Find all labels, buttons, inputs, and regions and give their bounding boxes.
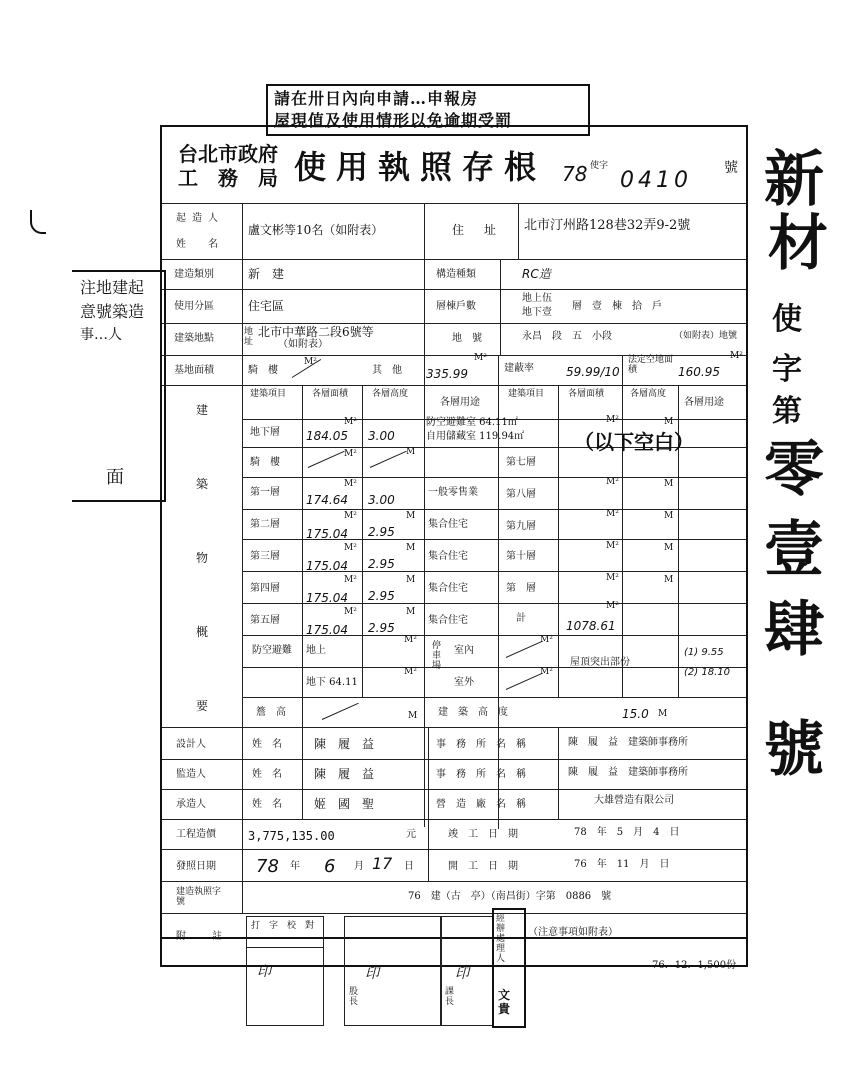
floor-area: 184.05: [306, 429, 348, 443]
name-label: 姓 名: [252, 739, 282, 750]
unit: M²: [304, 357, 317, 367]
proofread-label: 打 字 校 對: [251, 921, 315, 931]
floor-label: 地下層: [250, 427, 280, 438]
supervisor-name: 陳 履 益: [314, 767, 375, 781]
building-section-char-5: 要: [196, 699, 209, 713]
office-label: 事 務 所 名 稱: [436, 769, 526, 780]
col-height: 各層高度: [372, 389, 409, 399]
contractor-label: 承造人: [176, 799, 206, 810]
roof-value-2: (2) 18.10: [684, 667, 730, 678]
permit-hao: 號: [724, 160, 738, 176]
issue-year: 78: [256, 856, 279, 877]
proofread-box: [246, 916, 324, 1026]
builder-label: 起造人: [176, 213, 224, 224]
remark-value: （注意事項如附表）: [528, 927, 618, 938]
floor-use: 防空避難室 64.11㎡: [426, 417, 518, 428]
permit-form: 台北市政府 工 務 局 使用執照存根 78 使字 0410 號 起造人 姓 名 盧文彬等10名（如附表） 住 址 北市汀州路128巷32弄9-2號 建造類別 新 建 構造種類 RC造 使用分區 住宅區 層棟戶數 地上伍 地下壹 層 壹 棟 拾 戶 建築地點 地址 北市中華路二段6號等 （如附表） 地 號 永昌 段 五 小段 （如附表）地號 基地面積 騎 樓 M² 其 他 335.99 M² 建蔽率 59.99/10 法定空地面積 160.95 M² 建 築 物 概 要 建築項目 各層面積 各層高度 各層用途 建築項目 各層面積 各層高度 各層用途 地下層 184.05 3.00 防空避難室 64.11㎡ 自用儲藏室 119.94㎡ 騎 樓 第一層 174.64 3.00 一般零售業 第二層 175.04 2.95 集合住宅 第三層 175.04 2.95 集合住宅 第四層 175.04 2.95 集合住宅 第五層 175.04 2.95 集合住宅 第七層 第八層 第九層 第十層 第 層 計 1078.61 （以下空白） M² M M² M M² M M² M M² M M² M² M² M² M² M² M² M² M M M M M 防空避難 地上 M² 地下 64.11 M² 停車場 室內 室外 M² M² 屋頂突出部份 (1) 9.55 (2) 18.10 簷 高 M 建 築 高 度 15.0 M 設計人 姓 名 陳 履 益 事 務 所 名 稱 陳 履 益 建築師事務所 監造人 姓 名 陳 履 益 事 務 所 名 稱 陳 履 益 建築師事務所 承造人 姓 名 姬 國 聖 營 造 廠 名 稱 大雄營造有限公司 工程造價 3,775,135.00 元 竣 工 日 期 78 年 5 月 4 日 發照日期 78 年 6 月 17 日 開 工 日 期 76 年 11 月 日 建造執照字號 76 建（古 亭）（南昌街）字第 0886 號: [160, 125, 748, 939]
permit-year: 78: [562, 162, 588, 186]
floor-height: 2.95: [368, 525, 395, 539]
floor-label-right: 第七層: [506, 457, 536, 468]
floor-use: 集合住宅: [428, 551, 468, 562]
floor-area: 175.04: [306, 527, 348, 541]
section-chief-label: 股 長: [349, 987, 368, 1007]
col-item: 建築項目: [250, 389, 287, 399]
floor-area: 174.64: [306, 493, 348, 507]
lot-value: 永昌 段 五 小段: [522, 331, 612, 342]
builder-label-2: 姓 名: [176, 239, 224, 250]
structure-label: 構造種類: [436, 269, 476, 280]
col-use-right: 各層用途: [684, 397, 724, 408]
division-chief-box: [440, 916, 494, 1026]
completion-value: 78 年 5 月 4 日: [574, 827, 680, 838]
left-stamp-line-4: 面: [106, 467, 124, 488]
issue-ri: 日: [404, 861, 414, 872]
agency-name: 台北市政府: [178, 142, 278, 166]
floor-use: 集合住宅: [428, 615, 468, 626]
floors-above: 地上伍: [522, 293, 552, 304]
floor-height: 2.95: [368, 589, 395, 603]
air-above: 地上: [306, 645, 326, 656]
permit-value: 76 建（古 亭）（南昌街）字第 0886 號: [408, 891, 612, 902]
other-label: 其 他: [372, 365, 402, 376]
arcade-label: 騎 樓: [248, 365, 278, 376]
col-item-right: 建築項目: [508, 389, 545, 399]
roof-value-1: (1) 9.55: [684, 647, 724, 658]
seal-name: 文貴: [498, 988, 511, 1016]
site-sub-label: 地址: [244, 327, 254, 347]
floor-label-right: 計: [516, 613, 526, 624]
floors-label: 層棟戶數: [436, 301, 476, 312]
cost-value: 3,775,135.00: [248, 829, 335, 843]
designer-office: 陳 履 益 建築師事務所: [568, 737, 688, 748]
edge-char-7: 壹: [764, 515, 824, 585]
parking-label: 停車場: [432, 641, 442, 671]
col-area-right: 各層面積: [568, 389, 605, 399]
start-value: 76 年 11 月 日: [574, 859, 670, 870]
floor-label-right: 第 層: [506, 583, 536, 594]
left-stamp-line-1: 注地建起: [80, 278, 145, 297]
left-stamp-line-2: 意號築造: [80, 302, 145, 321]
floor-height: 3.00: [368, 429, 395, 443]
section-chief-box: [344, 916, 442, 1026]
lot-note: （如附表）地號: [674, 331, 738, 341]
designer-name: 陳 履 益: [314, 737, 375, 751]
address-value: 北市汀州路128巷32弄9-2號: [524, 218, 691, 233]
start-label: 開 工 日 期: [448, 861, 518, 872]
permit-number: 0410: [620, 168, 692, 193]
floor-label: 第五層: [250, 615, 280, 626]
air-label: 防空避難: [252, 645, 292, 656]
structure-value: RC造: [522, 267, 551, 281]
building-height-value: 15.0: [622, 707, 649, 721]
company-label: 營 造 廠 名 稱: [436, 799, 526, 810]
edge-char-2: 材: [768, 209, 828, 279]
legal-value: 160.95: [678, 365, 720, 379]
issue-day: 17: [372, 854, 393, 873]
seal-vertical: 經辦處理人: [496, 914, 506, 964]
floor-height: 2.95: [368, 557, 395, 571]
builder-value: 盧文彬等10名（如附表）: [248, 223, 384, 237]
remark-label: 附 註: [176, 931, 230, 942]
building-section-char-4: 概: [196, 625, 209, 639]
col-height-right: 各層高度: [630, 389, 667, 399]
division-chief-sign: 印: [455, 966, 469, 982]
building-section-char-3: 物: [196, 551, 209, 565]
agency-bureau: 工 務 局: [178, 166, 278, 190]
floor-label: 第一層: [250, 487, 280, 498]
notice-line-2: 屋現值及使用情形以免逾期受罰: [274, 111, 513, 130]
floor-area: 175.04: [306, 559, 348, 573]
lot-label: 地 號: [452, 333, 482, 344]
edge-char-5: 第: [772, 394, 802, 429]
office-label: 事 務 所 名 稱: [436, 739, 526, 750]
coverage-label: 建蔽率: [504, 363, 534, 374]
cost-label: 工程造價: [176, 829, 216, 840]
floor-label: 騎 樓: [250, 457, 280, 468]
cost-unit: 元: [406, 829, 416, 840]
building-section-char-2: 築: [196, 477, 209, 491]
building-height-label: 建 築 高 度: [438, 707, 508, 718]
address-label: 住 址: [452, 223, 501, 237]
page-title: 使用執照存根: [294, 148, 547, 186]
type-label: 建造類別: [174, 269, 214, 280]
total-area: 1078.61: [566, 619, 616, 633]
section-chief-sign: 印: [365, 966, 379, 982]
name-label: 姓 名: [252, 769, 282, 780]
site-value-2: （如附表）: [278, 339, 328, 350]
floor-height: 3.00: [368, 493, 395, 507]
scan-mark: [30, 210, 46, 234]
notice-line-1: 請在卅日內向申請…申報房: [274, 89, 479, 108]
parking-in: 室內: [454, 645, 474, 656]
edge-char-8: 肆: [764, 595, 824, 665]
site-label: 建築地點: [174, 333, 214, 344]
floor-height: 2.95: [368, 621, 395, 635]
unit: M²: [474, 353, 487, 363]
floor-label-right: 第八層: [506, 489, 536, 500]
issue-label: 發照日期: [176, 861, 216, 872]
floor-label: 第二層: [250, 519, 280, 530]
zone-value: 住宅區: [248, 299, 285, 313]
floor-use: 集合住宅: [428, 583, 468, 594]
parking-out: 室外: [454, 677, 474, 688]
air-below: 地下 64.11: [306, 677, 358, 688]
contractor-company: 大雄營造有限公司: [594, 795, 674, 806]
area-label: 基地面積: [174, 365, 214, 376]
edge-char-4: 字: [772, 352, 802, 387]
floor-label-right: 第九層: [506, 521, 536, 532]
coverage-value: 59.99/10: [566, 365, 620, 379]
legal-label: 法定空地面積: [628, 355, 674, 375]
unit: M²: [730, 351, 743, 361]
permit-use-char: 使字: [590, 161, 609, 171]
blank-note: （以下空白）: [574, 430, 694, 454]
edge-char-6: 零: [764, 435, 824, 505]
floor-label-right: 第十層: [506, 551, 536, 562]
division-chief-label: 課 長: [445, 987, 464, 1007]
roof-label: 屋頂突出部份: [570, 657, 630, 668]
permit-label: 建造執照字號: [176, 887, 222, 907]
supervisor-office: 陳 履 益 建築師事務所: [568, 767, 688, 778]
proofread-sign: 印: [257, 964, 271, 980]
col-use: 各層用途: [440, 397, 480, 408]
floor-label: 第四層: [250, 583, 280, 594]
floor-use-2: 自用儲藏室 119.94㎡: [426, 431, 525, 442]
floor-label: 第三層: [250, 551, 280, 562]
issue-nian: 年: [290, 861, 300, 872]
site-value: 北市中華路二段6號等: [258, 325, 374, 339]
left-stamp-line-3: 事…人: [80, 327, 122, 343]
designer-label: 設計人: [176, 739, 206, 750]
edge-char-9: 號: [764, 715, 824, 785]
edge-char-3: 使: [772, 302, 802, 337]
floor-area: 175.04: [306, 591, 348, 605]
type-value: 新 建: [248, 267, 285, 281]
issue-month: 6: [324, 856, 336, 877]
floors-below: 地下壹: [522, 307, 552, 318]
building-section-char-1: 建: [196, 403, 209, 417]
issue-yue: 月: [354, 861, 364, 872]
floors-rest: 層 壹 棟 拾 戶: [572, 301, 662, 312]
seal-stamp: [492, 908, 526, 1028]
left-stamp: [72, 270, 166, 502]
edge-char-1: 新: [764, 145, 824, 215]
print-footer: 76．12．1,500份: [652, 960, 737, 971]
floor-area: 175.04: [306, 623, 348, 637]
floor-use: 一般零售業: [428, 487, 478, 498]
supervisor-label: 監造人: [176, 769, 206, 780]
floor-use: 集合住宅: [428, 519, 468, 530]
name-label: 姓 名: [252, 799, 282, 810]
completion-label: 竣 工 日 期: [448, 829, 518, 840]
zone-label: 使用分區: [174, 301, 214, 312]
col-area: 各層面積: [312, 389, 349, 399]
grid-line: [162, 203, 746, 204]
other-value: 335.99: [426, 367, 468, 381]
eave-label: 簷 高: [256, 707, 286, 718]
contractor-name: 姬 國 聖: [314, 797, 375, 811]
